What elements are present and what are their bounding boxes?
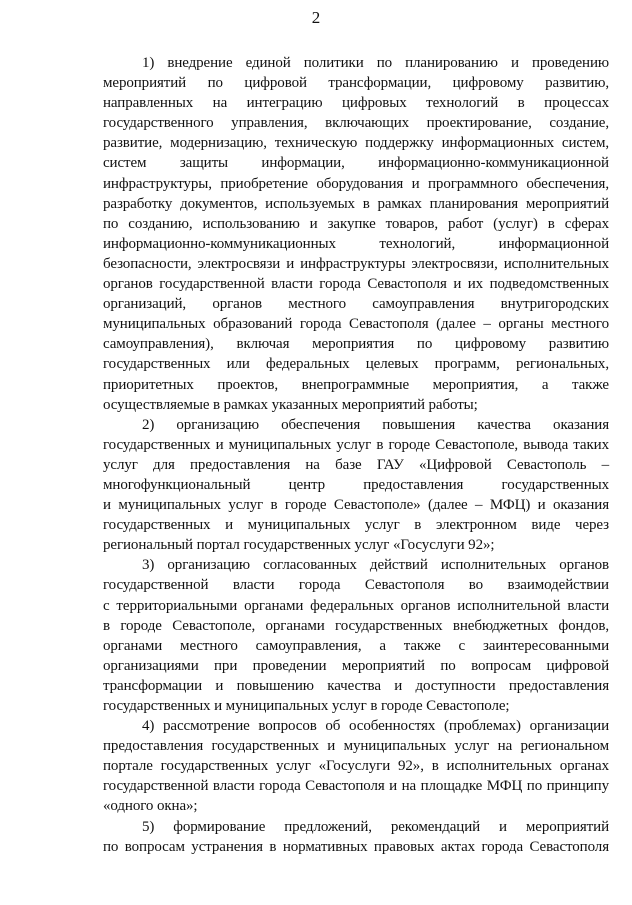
text-line: приоритетных проектов, внепрограммные мероприятия, а также <box>103 376 609 393</box>
text-line: государственных и муниципальных услуг в электронном виде через <box>103 517 609 534</box>
text-line: инфраструктуры, приобретение оборудования и программного обеспечения, <box>103 175 609 192</box>
paragraph-1 <box>103 53 609 415</box>
page-number: 2 <box>311 8 321 27</box>
text-line: информационно-коммуникационных технологий, информационной <box>103 235 609 252</box>
document-body <box>103 53 609 857</box>
text-line: с территориальными органами федеральных органов исполнительной власти <box>103 597 609 614</box>
text-line: 3) организацию согласованных действий исполнительных органов <box>142 557 609 574</box>
paragraph-4 <box>103 716 609 816</box>
text-line: развитие, модернизацию, техническую поддержку информационных систем, <box>103 135 609 152</box>
text-line: организаций, органов местного самоуправления внутригородских <box>103 296 609 313</box>
paragraph-3 <box>103 555 609 716</box>
text-line: портале государственных услуг «Госуслуги 92», в исполнительных органах <box>103 758 609 775</box>
text-line: органов государственной власти города Севастополя и их подведомственных <box>103 276 609 293</box>
text-line: самоуправления), включая мероприятия по цифровому развитию <box>103 336 609 353</box>
text-line: разработку документов, используемых в рамках планирования мероприятий <box>103 195 609 212</box>
text-line: мероприятий по цифровой трансформации, цифровому развитию, <box>103 75 609 92</box>
text-line: безопасности, электросвязи и инфраструктуры электросвязи, исполнительных <box>103 255 609 272</box>
text-line: 2) организацию обеспечения повышения качества оказания <box>142 416 609 433</box>
text-line: услуг для предоставления на базе ГАУ «Цифровой Севастополь – <box>103 456 609 473</box>
text-line: и муниципальных услуг в городе Севастополе» (далее – МФЦ) и оказания <box>103 497 609 514</box>
text-line: органами местного самоуправления, а также с заинтересованными <box>103 637 609 654</box>
text-line: муниципальных образований города Севастополя (далее – органы местного <box>103 316 609 333</box>
text-line: государственного управления, включающих проектирование, создание, <box>103 115 609 132</box>
text-line: государственных и муниципальных услуг в городе Севастополе, вывода таких <box>103 436 609 453</box>
text-line: государственных и муниципальных услуг в городе Севастополе; <box>103 698 510 714</box>
paragraph-5 <box>103 817 609 857</box>
text-line: многофункциональный центр предоставления государственных <box>103 476 609 493</box>
text-line: по вопросам устранения в нормативных правовых актах города Севастополя <box>103 838 609 855</box>
text-line: осуществляемые в рамках указанных мероприятий работы; <box>103 396 478 413</box>
text-line: по созданию, использованию и закупке товаров, работ (услуг) в сферах <box>103 215 609 232</box>
text-line: 4) рассмотрение вопросов об особенностях (проблемах) организации <box>142 718 609 735</box>
text-line: государственной власти города Севастополя и на площадке МФЦ по принципу <box>103 778 609 795</box>
text-line: организациями при проведении мероприятий по вопросам цифровой <box>103 657 609 674</box>
text-line: государственной власти города Севастополя во взаимодействии <box>103 577 609 594</box>
text-line: систем защиты информации, информационно-коммуникационной <box>103 155 609 172</box>
text-line: «одного окна»; <box>103 798 198 815</box>
text-line: 5) формирование предложений, рекомендаций и мероприятий <box>142 818 609 835</box>
text-line: предоставления государственных и муниципальных услуг на региональном <box>103 738 609 755</box>
text-line: направленных на интеграцию цифровых технологий в процессах <box>103 95 609 112</box>
text-line: государственных или федеральных целевых программ, региональных, <box>103 356 609 373</box>
text-line: 1) внедрение единой политики по планированию и проведению <box>142 55 609 71</box>
text-line: в городе Севастополе, органами государственных внебюджетных фондов, <box>103 617 609 634</box>
text-line: трансформации и повышению качества и доступности предоставления <box>103 677 609 694</box>
text-line: региональный портал государственных услуг «Госуслуги 92»; <box>103 537 495 554</box>
paragraph-2 <box>103 415 609 556</box>
